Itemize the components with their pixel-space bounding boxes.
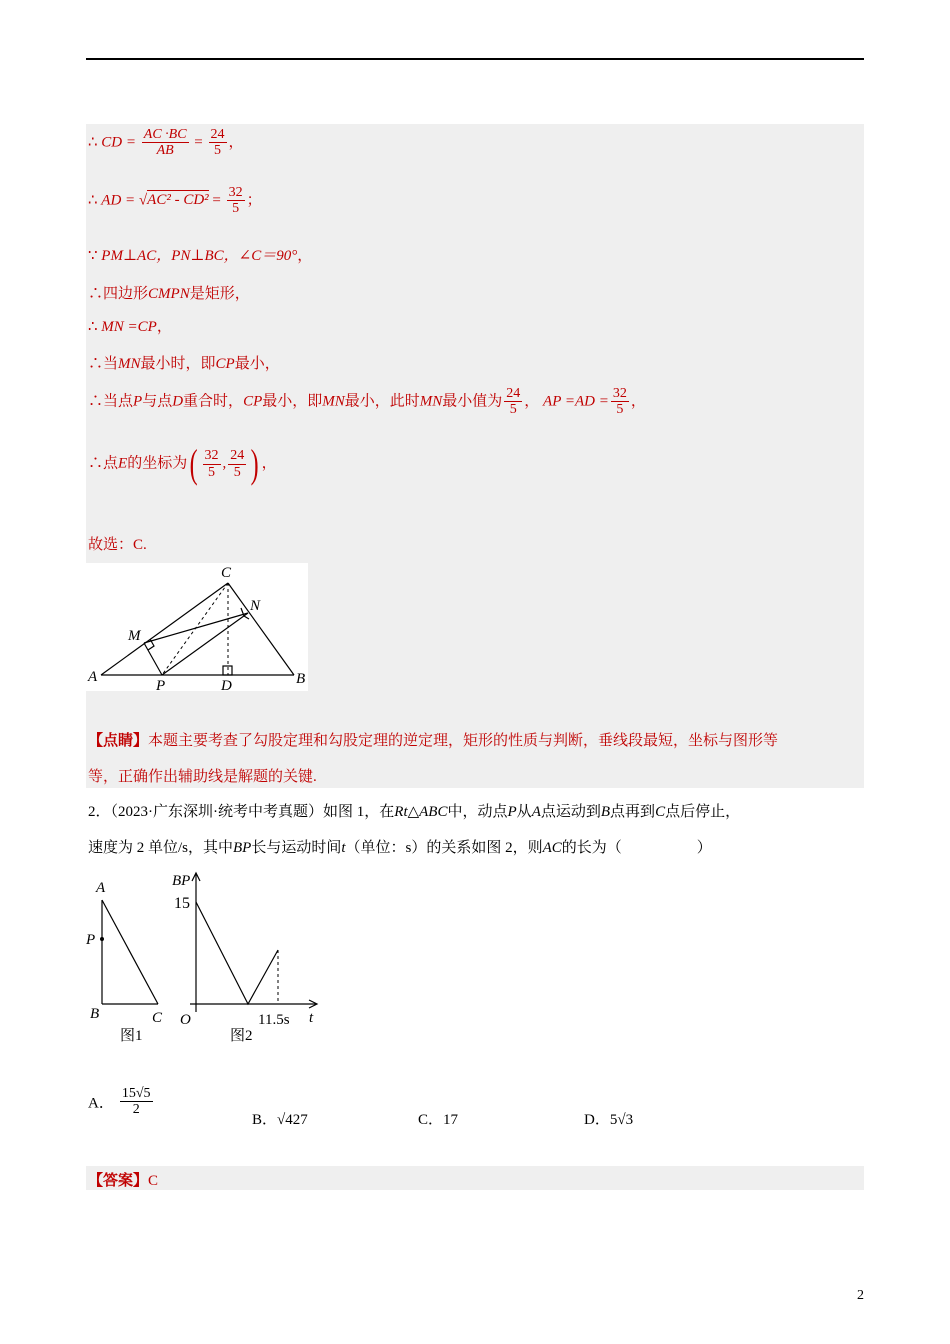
fig1-label-p: P [86,932,96,948]
option-c[interactable]: C．17 [418,1112,459,1128]
header-rule [86,58,864,60]
label-b: B [296,671,306,687]
solution-line-ad: ∴ AD = √AC² - CD² = $\frac{32}{5}$ ； [88,185,262,217]
solution-answer: 故选：C. [88,537,147,553]
fig2-x-label: t [309,1010,314,1026]
label-a: A [88,669,98,685]
solution-line-cd: ∴ CD = $\frac{AC \cdot BC}{AB}$ = $\frac{24}{5}$ ， [88,127,244,159]
label-p: P [156,678,166,691]
fig2-origin: O [180,1012,191,1028]
solution-line-coincide: ∴当点P与点D重合时，CP最小，即MN最小，此时MN最小值为 $\frac{24}{5}$ ， AP =AD = $\frac{32}{5}$ ， [88,386,646,418]
fig1-caption: 图1 [120,1028,143,1044]
solution-line-minimum: ∴当MN最小时，即CP最小， [88,356,280,372]
solution-line-perpendicular: ∵ PM⊥AC，PN⊥BC，∠C＝90°， [88,248,313,264]
label-m: M [128,628,141,644]
question-line-2: 速度为 2 单位/s，其中BP长与运动时间t（单位：s）的关系如图 2，则AC的长为（ ） [88,840,712,856]
answer-line: 【答案】C [88,1173,159,1189]
solution-line-rectangle: ∴四边形CMPN是矩形， [88,286,250,302]
fig1-label-c: C [152,1010,163,1026]
question-line-1: 2．（2023·广东深圳·统考中考真题）如图 1，在Rt△ABC中，动点P从A点运动到B点再到C点后停止， [88,804,741,820]
fig2-y-tick: 15 [174,895,190,912]
option-a[interactable]: A． $\frac{15√5}{2}$ [88,1086,151,1118]
label-n: N [250,598,261,614]
triangle-figure [86,563,308,691]
fig1-label-b: B [90,1006,100,1022]
label-c: C [221,565,232,581]
fig1-label-a: A [96,880,106,896]
fig2-caption: 图2 [230,1028,253,1044]
comment-line-2: 等，正确作出辅助线是解题的关键. [88,769,317,785]
solution-line-coordinates: ∴点E的坐标为( $\frac{32}{5}$ , $\frac{24}{5}$ ) ， [88,441,277,486]
fig2-x-tick: 11.5s [258,1012,290,1028]
comment-line-1: 【点睛】本题主要考查了勾股定理和勾股定理的逆定理，矩形的性质与判断，垂线段最短，坐标与图形等 [88,733,779,749]
option-d[interactable]: D．5√3 [584,1112,634,1128]
answer-background [86,1166,864,1190]
page-number: 2 [857,1288,864,1303]
label-d: D [221,678,232,691]
fig2-y-label: BP [172,873,191,889]
option-b[interactable]: B．√427 [252,1112,308,1128]
question-figures [84,868,334,1048]
solution-line-mn-cp: ∴ MN =CP， [88,319,172,335]
